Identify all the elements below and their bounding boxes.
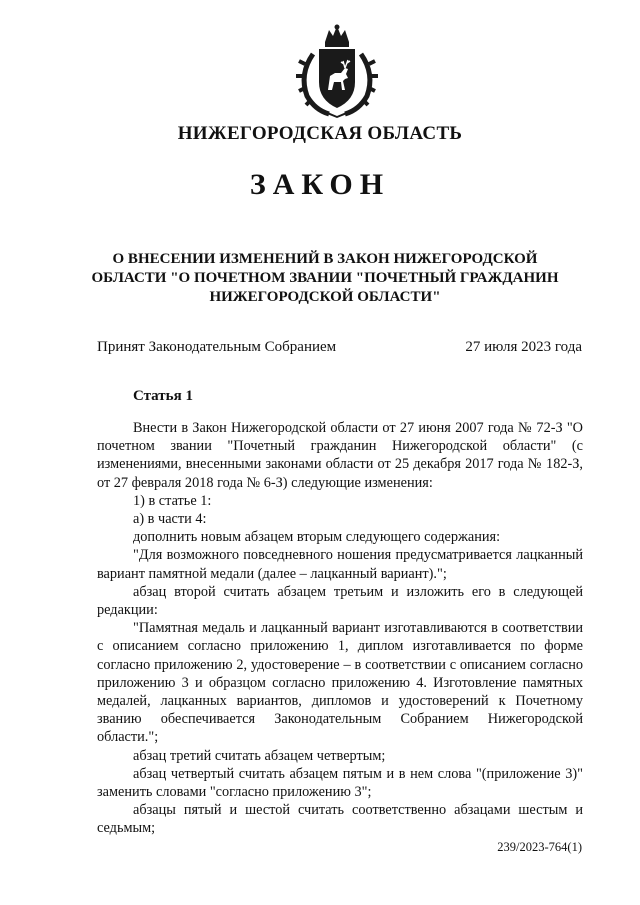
article-body	[97, 419, 583, 838]
adoption-statement: Принят Законодательным Собранием	[97, 339, 337, 355]
region-title: НИЖЕГОРОДСКАЯ ОБЛАСТЬ	[177, 123, 463, 144]
adoption-date: 27 июля 2023 года	[465, 339, 582, 355]
article-paragraph: абзац третий считать абзацем четвертым;	[133, 747, 386, 764]
article-paragraph: абзац четвертый считать абзацем пятым и в нем слова "(приложение 3)" заменить словами "согласно приложению 3";	[97, 765, 583, 801]
article-paragraph: дополнить новым абзацем вторым следующего содержания:	[133, 529, 501, 546]
subject-line: О ВНЕСЕНИИ ИЗМЕНЕНИЙ В ЗАКОН НИЖЕГОРОДСКОЙ	[112, 251, 538, 267]
article-title: Статья 1	[133, 388, 193, 404]
document-number: 239/2023-764(1)	[497, 840, 582, 854]
article-paragraph: Внести в Закон Нижегородской области от 27 июня 2007 года № 72-З "О почетном звании "Почетный гражданин Нижегородской области" (с изменениями, внесенными законами области от 25 декабря 2017 года № 182-З, от 27 февраля 2018 года № 6-З) следующие изменения:	[97, 420, 583, 491]
article-paragraph: 1) в статье 1:	[133, 492, 212, 509]
document-type-title: ЗАКОН	[249, 168, 391, 201]
article-paragraph: абзацы пятый и шестой считать соответственно абзацами шестым и седьмым;	[97, 802, 583, 837]
article-paragraph: а) в части 4:	[133, 511, 207, 528]
article-paragraph: "Для возможного повседневного ношения предусматривается лацканный вариант памятной медали (далее – лацканный вариант).";	[97, 547, 583, 582]
coat-of-arms-icon	[295, 24, 379, 118]
subject-line: НИЖЕГОРОДСКОЙ ОБЛАСТИ"	[209, 289, 441, 305]
subject-line: ОБЛАСТИ "О ПОЧЕТНОМ ЗВАНИИ "ПОЧЕТНЫЙ ГРАЖДАНИН	[91, 270, 559, 286]
article-paragraph: абзац второй считать абзацем третьим и изложить его в следующей редакции:	[97, 583, 583, 619]
article-paragraph: "Памятная медаль и лацканный вариант изготавливаются в соответствии с описанием согласно приложению 1, диплом изготавливается по форме согласно приложению 2, удостоверение – в соответствии с описанием согласно приложению 3 и образцом согласно приложению 4. Изготовление памятных медалей, лацканных вариантов, дипломов и удостоверений к Почетному званию обеспечивается Законодательным Собранием Нижегородской области.";	[97, 620, 583, 746]
law-subject-heading	[90, 250, 560, 307]
